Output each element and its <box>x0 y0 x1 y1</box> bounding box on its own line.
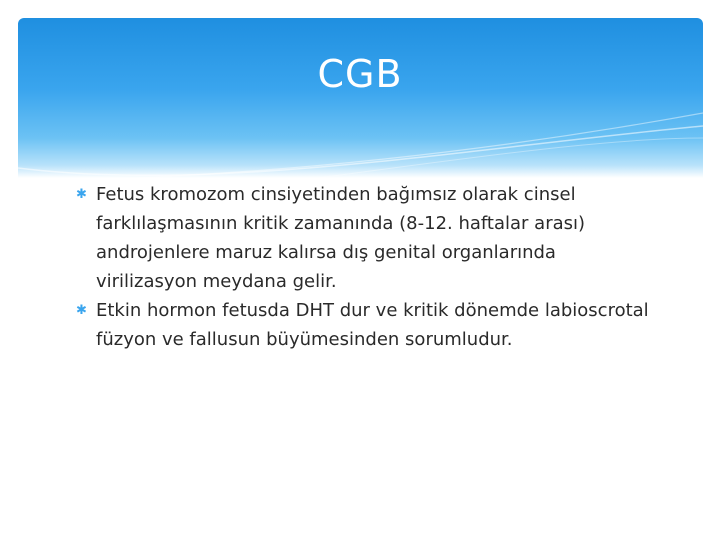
bullet-list <box>76 180 656 354</box>
title-banner <box>18 18 703 178</box>
asterisk-icon: ✱ <box>76 303 87 318</box>
bullet-text: Etkin hormon fetusda DHT dur ve kritik dönemde labioscrotal füzyon ve fallusun büyümesinden sorumludur. <box>96 300 649 350</box>
slide-title: CGB <box>317 52 403 96</box>
bullet-item <box>76 296 656 354</box>
bullet-item <box>76 180 656 296</box>
decorative-swoosh <box>18 18 703 178</box>
bullet-text: Fetus kromozom cinsiyetinden bağımsız olarak cinsel farklılaşmasının kritik zamanında (8-12. haftalar arası) androjenlere maruz kalırsa dış genital organlarında virilizasyon meydana gelir. <box>96 184 586 292</box>
asterisk-icon: ✱ <box>76 187 87 202</box>
